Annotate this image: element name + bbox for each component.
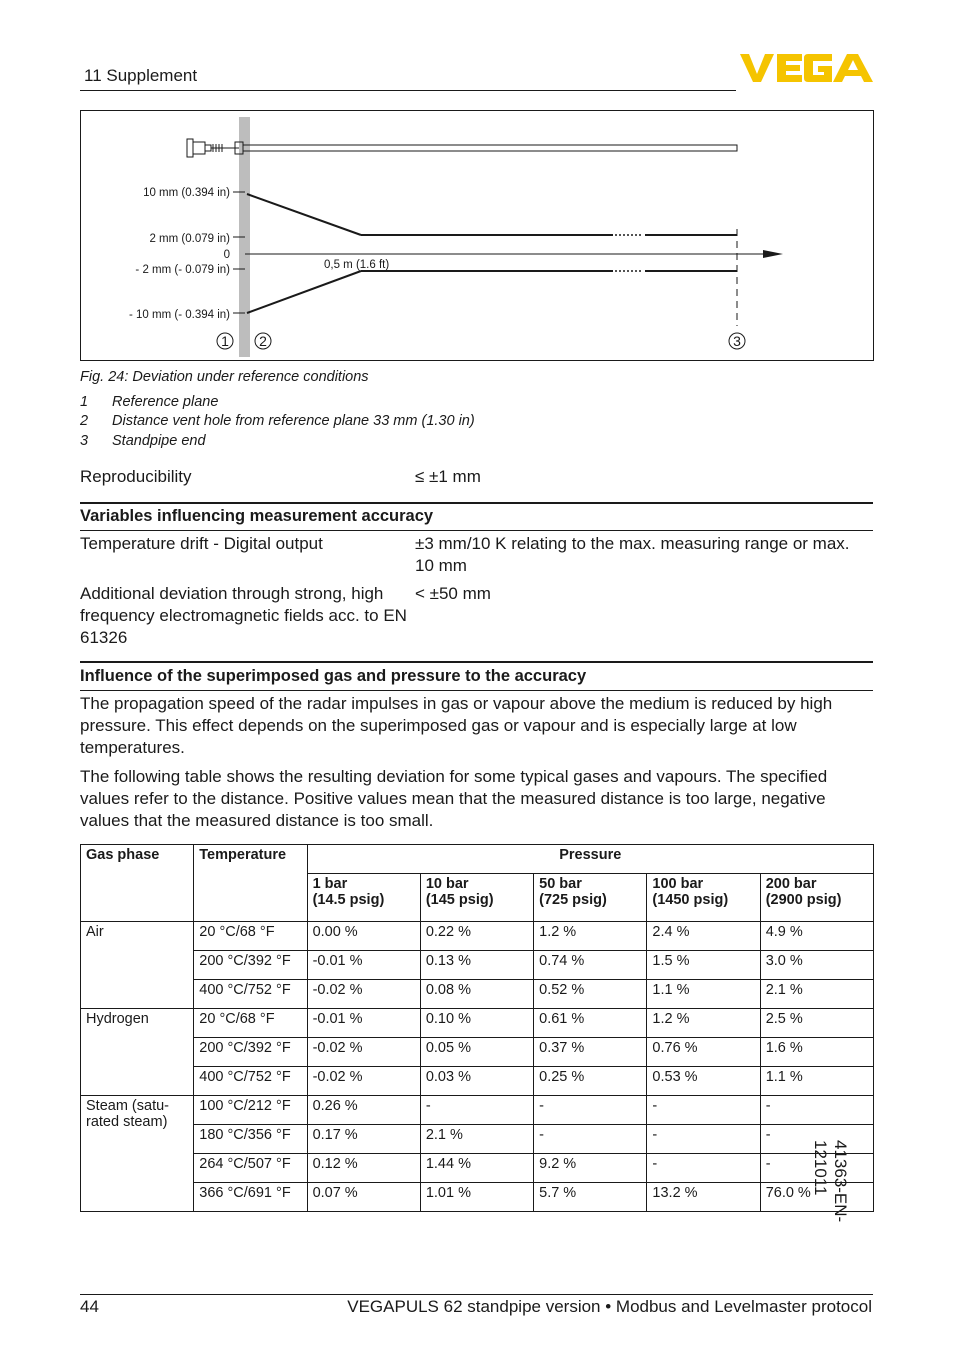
table-cell: 1.01 % xyxy=(420,1183,533,1212)
table-cell: -0.01 % xyxy=(307,951,420,980)
section-rule xyxy=(80,690,873,691)
paragraph: The propagation speed of the radar impulses in gas or vapour above the medium is reduced by high pressure. This effect depends on the superimposed gas or vapour and is especially large at low temperatures. xyxy=(80,694,833,757)
section2-title: Influence of the superimposed gas and pressure to the accuracy xyxy=(80,667,587,685)
table-cell: -0.01 % xyxy=(307,1009,420,1038)
label-minus-2mm: - 2 mm (- 0.079 in) xyxy=(135,264,230,276)
table-cell: 0.05 % xyxy=(420,1038,533,1067)
section-rule xyxy=(80,661,873,663)
section1-title: Variables influencing measurement accuracy xyxy=(80,507,434,525)
table-cell: 1.1 % xyxy=(760,1067,873,1096)
gas-cell: Steam (satu-rated steam) xyxy=(81,1096,194,1212)
table-cell: - xyxy=(420,1096,533,1125)
header-gas-phase: Gas phase xyxy=(81,845,194,922)
table-cell: 1.1 % xyxy=(647,980,760,1009)
marker-2: 2 xyxy=(259,333,267,349)
figure-caption: Fig. 24: Deviation under reference conditions xyxy=(80,369,369,385)
table-row xyxy=(81,1038,874,1067)
spec-label: Additional deviation through strong, high frequency electromagnetic fields acc. to EN 61326 xyxy=(80,584,407,647)
table-row xyxy=(81,1009,874,1038)
table-cell: 1.2 % xyxy=(534,922,647,951)
table-cell: 400 °C/752 °F xyxy=(194,1067,307,1096)
table-cell: 100 °C/212 °F xyxy=(194,1096,307,1125)
table-cell: - xyxy=(760,1154,873,1183)
table-cell: 0.03 % xyxy=(420,1067,533,1096)
spec-value: < ±50 mm xyxy=(415,584,491,603)
header-pressure-value: 1 bar (14.5 psig) xyxy=(307,874,420,922)
legend-item: 3 Standpipe end xyxy=(80,433,206,449)
header-temperature: Temperature xyxy=(194,845,307,922)
axis-arrow-icon xyxy=(763,250,783,258)
table-cell: - xyxy=(647,1125,760,1154)
table-cell: 0.13 % xyxy=(420,951,533,980)
table-cell: - xyxy=(760,1096,873,1125)
table-cell: -0.02 % xyxy=(307,1067,420,1096)
table-cell: 264 °C/507 °F xyxy=(194,1154,307,1183)
gas-cell: Hydrogen xyxy=(81,1009,194,1096)
table-row xyxy=(81,1125,874,1154)
table-header-row xyxy=(81,845,874,874)
vega-logo xyxy=(740,52,874,84)
reproducibility-value: ≤ ±1 mm xyxy=(415,467,481,486)
spec-value: ±3 mm/10 K relating to the max. measuring range or max. 10 mm xyxy=(415,534,850,575)
table-row xyxy=(81,1067,874,1096)
table-cell: 5.7 % xyxy=(534,1183,647,1212)
table-cell: 2.1 % xyxy=(760,980,873,1009)
deviation-figure xyxy=(80,110,874,361)
document-id: 41363-EN-121011 xyxy=(811,1140,850,1223)
table-cell: 3.0 % xyxy=(760,951,873,980)
table-cell: 366 °C/691 °F xyxy=(194,1183,307,1212)
table-cell: 1.6 % xyxy=(760,1038,873,1067)
table-cell: 20 °C/68 °F xyxy=(194,1009,307,1038)
table-cell: 0.22 % xyxy=(420,922,533,951)
table-cell: 0.37 % xyxy=(534,1038,647,1067)
table-cell: 2.5 % xyxy=(760,1009,873,1038)
table-cell: - xyxy=(647,1154,760,1183)
table-cell: 200 °C/392 °F xyxy=(194,1038,307,1067)
header-pressure-value: 50 bar (725 psig) xyxy=(534,874,647,922)
table-cell: 20 °C/68 °F xyxy=(194,922,307,951)
gas-cell: Air xyxy=(81,922,194,1009)
table-cell: 0.12 % xyxy=(307,1154,420,1183)
page-number: 44 xyxy=(80,1297,99,1316)
label-zero: 0 xyxy=(223,249,230,261)
label-10mm: 10 mm (0.394 in) xyxy=(143,187,230,199)
reproducibility-label: Reproducibility xyxy=(80,467,192,486)
table-cell: 1.2 % xyxy=(647,1009,760,1038)
footer-rule xyxy=(80,1294,873,1295)
marker-1: 1 xyxy=(221,333,229,349)
table-cell: 1.44 % xyxy=(420,1154,533,1183)
table-row xyxy=(81,980,874,1009)
header-pressure-value: 200 bar (2900 psig) xyxy=(760,874,873,922)
label-minus-10mm: - 10 mm (- 0.394 in) xyxy=(129,309,230,321)
table-cell: 0.25 % xyxy=(534,1067,647,1096)
standpipe xyxy=(243,145,737,151)
upper-deviation-curve xyxy=(247,194,737,235)
header-rule xyxy=(80,90,736,91)
label-distance: 0,5 m (1.6 ft) xyxy=(324,259,390,271)
table-cell: 200 °C/392 °F xyxy=(194,951,307,980)
table-row xyxy=(81,1183,874,1212)
table-cell: 0.61 % xyxy=(534,1009,647,1038)
table-cell: 9.2 % xyxy=(534,1154,647,1183)
spec-label: Temperature drift - Digital output xyxy=(80,534,323,553)
table-cell: 0.76 % xyxy=(647,1038,760,1067)
table-cell: 0.52 % xyxy=(534,980,647,1009)
table-cell: 2.1 % xyxy=(420,1125,533,1154)
table-cell: - xyxy=(534,1125,647,1154)
table-cell: 0.08 % xyxy=(420,980,533,1009)
section-rule xyxy=(80,502,873,504)
header-pressure-value: 10 bar (145 psig) xyxy=(420,874,533,922)
label-2mm: 2 mm (0.079 in) xyxy=(149,233,230,245)
table-cell: 76.0 % xyxy=(760,1183,873,1212)
table-cell: -0.02 % xyxy=(307,980,420,1009)
section-rule xyxy=(80,530,873,531)
table-cell: - xyxy=(760,1125,873,1154)
table-cell: 13.2 % xyxy=(647,1183,760,1212)
table-cell: 1.5 % xyxy=(647,951,760,980)
table-cell: 0.17 % xyxy=(307,1125,420,1154)
paragraph: The following table shows the resulting deviation for some typical gases and vapours. The specified values refer to the distance. Positive values mean that the measured distance is too large, negative values that the measured distance is too small. xyxy=(80,767,828,830)
table-row xyxy=(81,951,874,980)
table-cell: 0.26 % xyxy=(307,1096,420,1125)
table-row xyxy=(81,1154,874,1183)
legend-item: 1 Reference plane xyxy=(80,394,219,410)
table-cell: - xyxy=(534,1096,647,1125)
deviation-diagram xyxy=(81,111,873,360)
marker-3: 3 xyxy=(733,333,741,349)
table-row xyxy=(81,1096,874,1125)
table-cell: 400 °C/752 °F xyxy=(194,980,307,1009)
footer-title: VEGAPULS 62 standpipe version • Modbus and Levelmaster protocol xyxy=(347,1297,872,1316)
table-cell: 2.4 % xyxy=(647,922,760,951)
table-cell: 0.10 % xyxy=(420,1009,533,1038)
antenna-connector-icon xyxy=(187,139,243,157)
table-row xyxy=(81,922,874,951)
section-title: 11 Supplement xyxy=(84,66,198,85)
table-cell: 180 °C/356 °F xyxy=(194,1125,307,1154)
gas-deviation-table xyxy=(80,844,874,1212)
table-cell: 0.74 % xyxy=(534,951,647,980)
legend-item: 2 Distance vent hole from reference plane 33 mm (1.30 in) xyxy=(80,413,475,429)
table-cell: 0.07 % xyxy=(307,1183,420,1212)
table-cell: - xyxy=(647,1096,760,1125)
table-cell: 0.53 % xyxy=(647,1067,760,1096)
header-pressure-value: 100 bar (1450 psig) xyxy=(647,874,760,922)
table-cell: 4.9 % xyxy=(760,922,873,951)
lower-deviation-curve xyxy=(247,271,737,313)
header-pressure: Pressure xyxy=(307,845,873,874)
table-cell: -0.02 % xyxy=(307,1038,420,1067)
table-cell: 0.00 % xyxy=(307,922,420,951)
